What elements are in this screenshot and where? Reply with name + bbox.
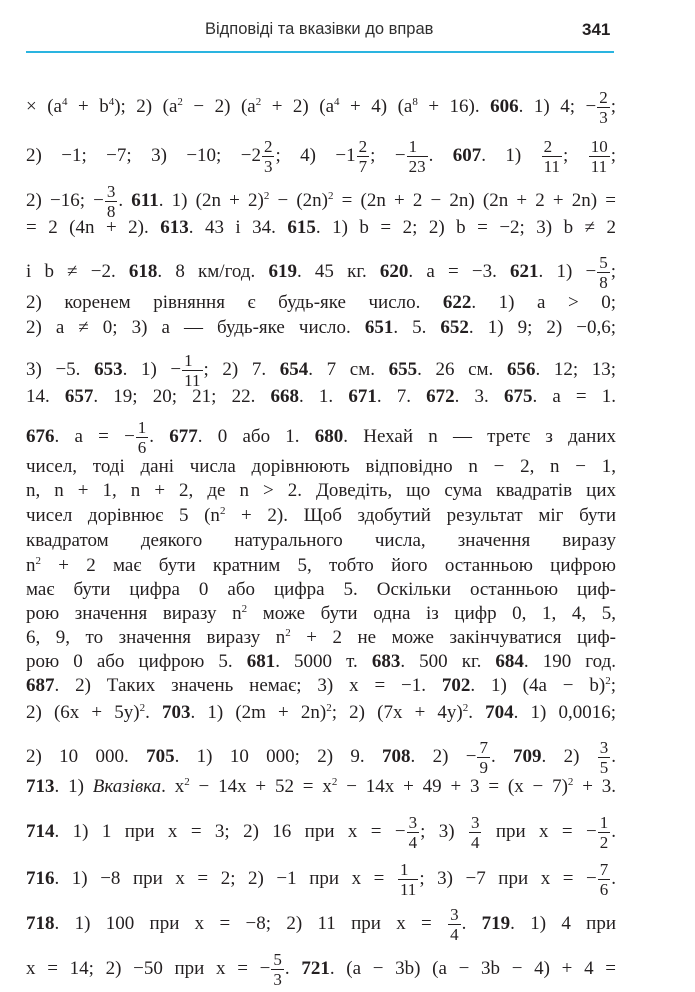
- fraction: $\frac{2}{7}$: [358, 137, 368, 176]
- exercise-number: 677: [169, 425, 198, 447]
- exercise-number: 713: [26, 776, 55, 797]
- exercise-number: 687: [26, 675, 55, 696]
- fraction: $\frac{2}{11}$: [543, 137, 561, 176]
- page-number: 341: [582, 20, 611, 39]
- exercise-number: 653: [94, 358, 123, 380]
- answer-line: 687. 2) Таких значень немає; 3) x = −1. 702. 1) $(4a - b)^2$;: [26, 675, 616, 696]
- exercise-number: 618: [128, 260, 158, 282]
- fraction: $\frac{3}{4}$: [408, 813, 418, 852]
- exercise-number: 652: [440, 317, 469, 338]
- exercise-number: 671: [348, 386, 377, 407]
- fraction: $\frac{1}{11}$: [399, 860, 417, 899]
- exercise-number: 668: [270, 386, 299, 407]
- answer-line: 676. a = − $\frac{1}{6}$ . 677. 0 або 1. 680. Нехай n — третє з даних: [26, 418, 616, 457]
- exercise-number: 621: [510, 260, 539, 282]
- exercise-number: 703: [161, 702, 191, 723]
- fraction: $\frac{1}{6}$: [137, 418, 147, 457]
- fraction: $\frac{5}{8}$: [599, 253, 608, 292]
- fraction: $\frac{2}{3}$: [263, 137, 273, 176]
- exercise-number: 718: [26, 912, 55, 934]
- exercise-number: 704: [485, 702, 514, 723]
- fraction: $\frac{7}{9}$: [479, 738, 488, 777]
- exercise-number: 676: [26, 425, 55, 447]
- answer-line: 716. 1) −8 при x = 2; 2) −1 при x = $\frac{1}{11}$ ; 3) −7 при x = − $\frac{7}{6}$ .: [26, 860, 617, 899]
- fraction: $\frac{2}{3}$: [599, 88, 608, 127]
- exercise-number: 619: [268, 260, 297, 282]
- exercise-number: 607: [452, 144, 482, 166]
- answer-line: має бути цифра 0 або цифра 5. Оскільки останньою циф-: [26, 579, 616, 600]
- exercise-number: 606: [490, 95, 519, 117]
- answer-line: 2) 10 000. 705. 1) 10 000; 2) 9. 708. 2) − $\frac{7}{9}$ . 709. 2) $\frac{3}{5}$ .: [26, 738, 617, 777]
- answer-line: 14. 657. 19; 20; 21; 22. 668. 1. 671. 7. 672. 3. 675. a = 1.: [26, 386, 617, 407]
- fraction: $\frac{3}{4}$: [470, 813, 480, 852]
- answer-line: і b ≠ −2. 618. 8 км/год. 619. 45 кг. 620. a = −3. 621. 1) − $\frac{5}{8}$ ;: [26, 253, 616, 292]
- fraction: $\frac{1}{11}$: [184, 351, 201, 390]
- exercise-number: 719: [481, 912, 511, 934]
- exercise-number: 721: [301, 957, 330, 979]
- exercise-number: 705: [146, 745, 175, 767]
- exercise-number: 672: [426, 386, 455, 407]
- answer-line: чисел, тоді дані числа дорівнюють відповідно n − 2, n − 1,: [26, 456, 616, 477]
- answer-line: 713. 1) Вказівка. $x^2 - 14x + 52 = x^2 - 14x + 49 + 3 = (x - 7)^2 + 3$.: [26, 776, 617, 797]
- answer-line: 718. 1) 100 при x = −8; 2) 11 при x = $\frac{3}{4}$ . 719. 1) 4 при: [26, 905, 617, 944]
- exercise-number: 675: [503, 386, 533, 407]
- exercise-number: 709: [513, 745, 542, 767]
- exercise-number: 680: [314, 425, 344, 447]
- answer-line: рою 0 або цифрою 5. 681. 5000 т. 683. 500 кг. 684. 190 год.: [26, 651, 616, 672]
- header-divider: [26, 51, 614, 53]
- answer-line: 2) a ≠ 0; 3) a — будь-яке число. 651. 5. 652. 1) 9; 2) −0,6;: [26, 317, 617, 338]
- exercise-number: 655: [388, 358, 418, 380]
- exercise-number: 622: [442, 292, 472, 313]
- fraction: $\frac{1}{2}$: [599, 813, 609, 852]
- fraction: $\frac{3}{4}$: [450, 905, 459, 944]
- fraction: $\frac{7}{6}$: [599, 860, 609, 899]
- exercise-number: 708: [382, 745, 411, 767]
- exercise-number: 611: [131, 189, 159, 211]
- exercise-number: 620: [379, 260, 409, 282]
- exercise-number: 654: [279, 358, 309, 380]
- fraction: $\frac{10}{11}$: [590, 137, 608, 176]
- answer-line: n, n + 1, n + 2, де n > 2. Доведіть, що сума квадратів цих: [26, 480, 616, 501]
- answer-line: 2) $(6x + 5y)^2$. 703. 1) $(2m + 2n)^2$; 2) $(7x + 4y)^2$. 704. 1) 0,0016;: [26, 702, 617, 723]
- answer-line: квадратом деякого натурального числа, значення виразу: [26, 530, 616, 551]
- fraction: $\frac{3}{5}$: [599, 738, 609, 777]
- answer-line: 2) коренем рівняння є будь-яке число. 622. 1) a > 0;: [26, 292, 616, 313]
- running-header-title: Відповіді та вказівки до вправ: [205, 20, 434, 38]
- answer-line: рою значення виразу $n^2$ може бути одна із цифр 0, 1, 4, 5,: [26, 603, 616, 624]
- answer-line: × $(a^4 + b^4)$; 2) $(a^2 - 2) (a^2 + 2) (a^4 + 4) (a^8 + 16)$. 606. 1) 4; − $\frac{2}{3}$ ;: [26, 88, 616, 127]
- fraction: $\frac{1}{23}$: [408, 137, 426, 176]
- exercise-number: 683: [371, 651, 401, 672]
- exercise-number: 656: [506, 358, 536, 380]
- exercise-number: 684: [495, 651, 524, 672]
- answer-line: 3) −5. 653. 1) − $\frac{1}{11}$ ; 2) 7. 654. 7 см. 655. 26 см. 656. 12; 13;: [26, 351, 617, 390]
- fraction: $\frac{5}{3}$: [273, 950, 282, 989]
- answer-line: чисел дорівнює 5 $(n^2 + 2)$. Щоб здобутий результат міг бути: [26, 505, 616, 526]
- answer-line: x = 14; 2) −50 при x = − $\frac{5}{3}$ . 721. (a − 3b) (a − 3b − 4) + 4 =: [26, 950, 616, 989]
- answer-line: 6, 9, то значення виразу $n^2 + 2$ не може закінчуватися циф-: [26, 627, 616, 648]
- answer-line: $n^2 + 2$ має бути кратним 5, тобто його останньою цифрою: [26, 555, 616, 576]
- answer-line: 2) −16; − $\frac{3}{8}$ . 611. 1) $(2n + 2)^2 - (2n)^2 = (2n + 2 - 2n)$ (2n + 2 + 2n) =: [26, 182, 616, 221]
- exercise-number: 716: [26, 867, 55, 889]
- exercise-number: 702: [441, 675, 471, 696]
- exercise-number: 681: [246, 651, 276, 672]
- exercise-number: 613: [160, 217, 189, 238]
- answer-line: = 2 (4n + 2). 613. 43 і 34. 615. 1) b = 2; 2) b = −2; 3) b ≠ 2: [26, 217, 616, 238]
- exercise-number: 657: [64, 386, 94, 407]
- answer-line: 714. 1) 1 при x = 3; 2) 16 при x = − $\frac{3}{4}$ ; 3) $\frac{3}{4}$ при x = − $\frac{1}{2}$ .: [26, 813, 616, 852]
- exercise-number: 651: [364, 317, 394, 338]
- answer-line: 2) −1; −7; 3) −10; −2 $\frac{2}{3}$ ; 4) −1 $\frac{2}{7}$ ; − $\frac{1}{23}$ . 607. 1) $\frac{2}{11}$ ; $\frac{10}{11}$ ;: [26, 137, 617, 176]
- fraction: $\frac{3}{8}$: [106, 182, 116, 221]
- exercise-number: 714: [26, 820, 55, 842]
- exercise-number: 615: [287, 217, 316, 238]
